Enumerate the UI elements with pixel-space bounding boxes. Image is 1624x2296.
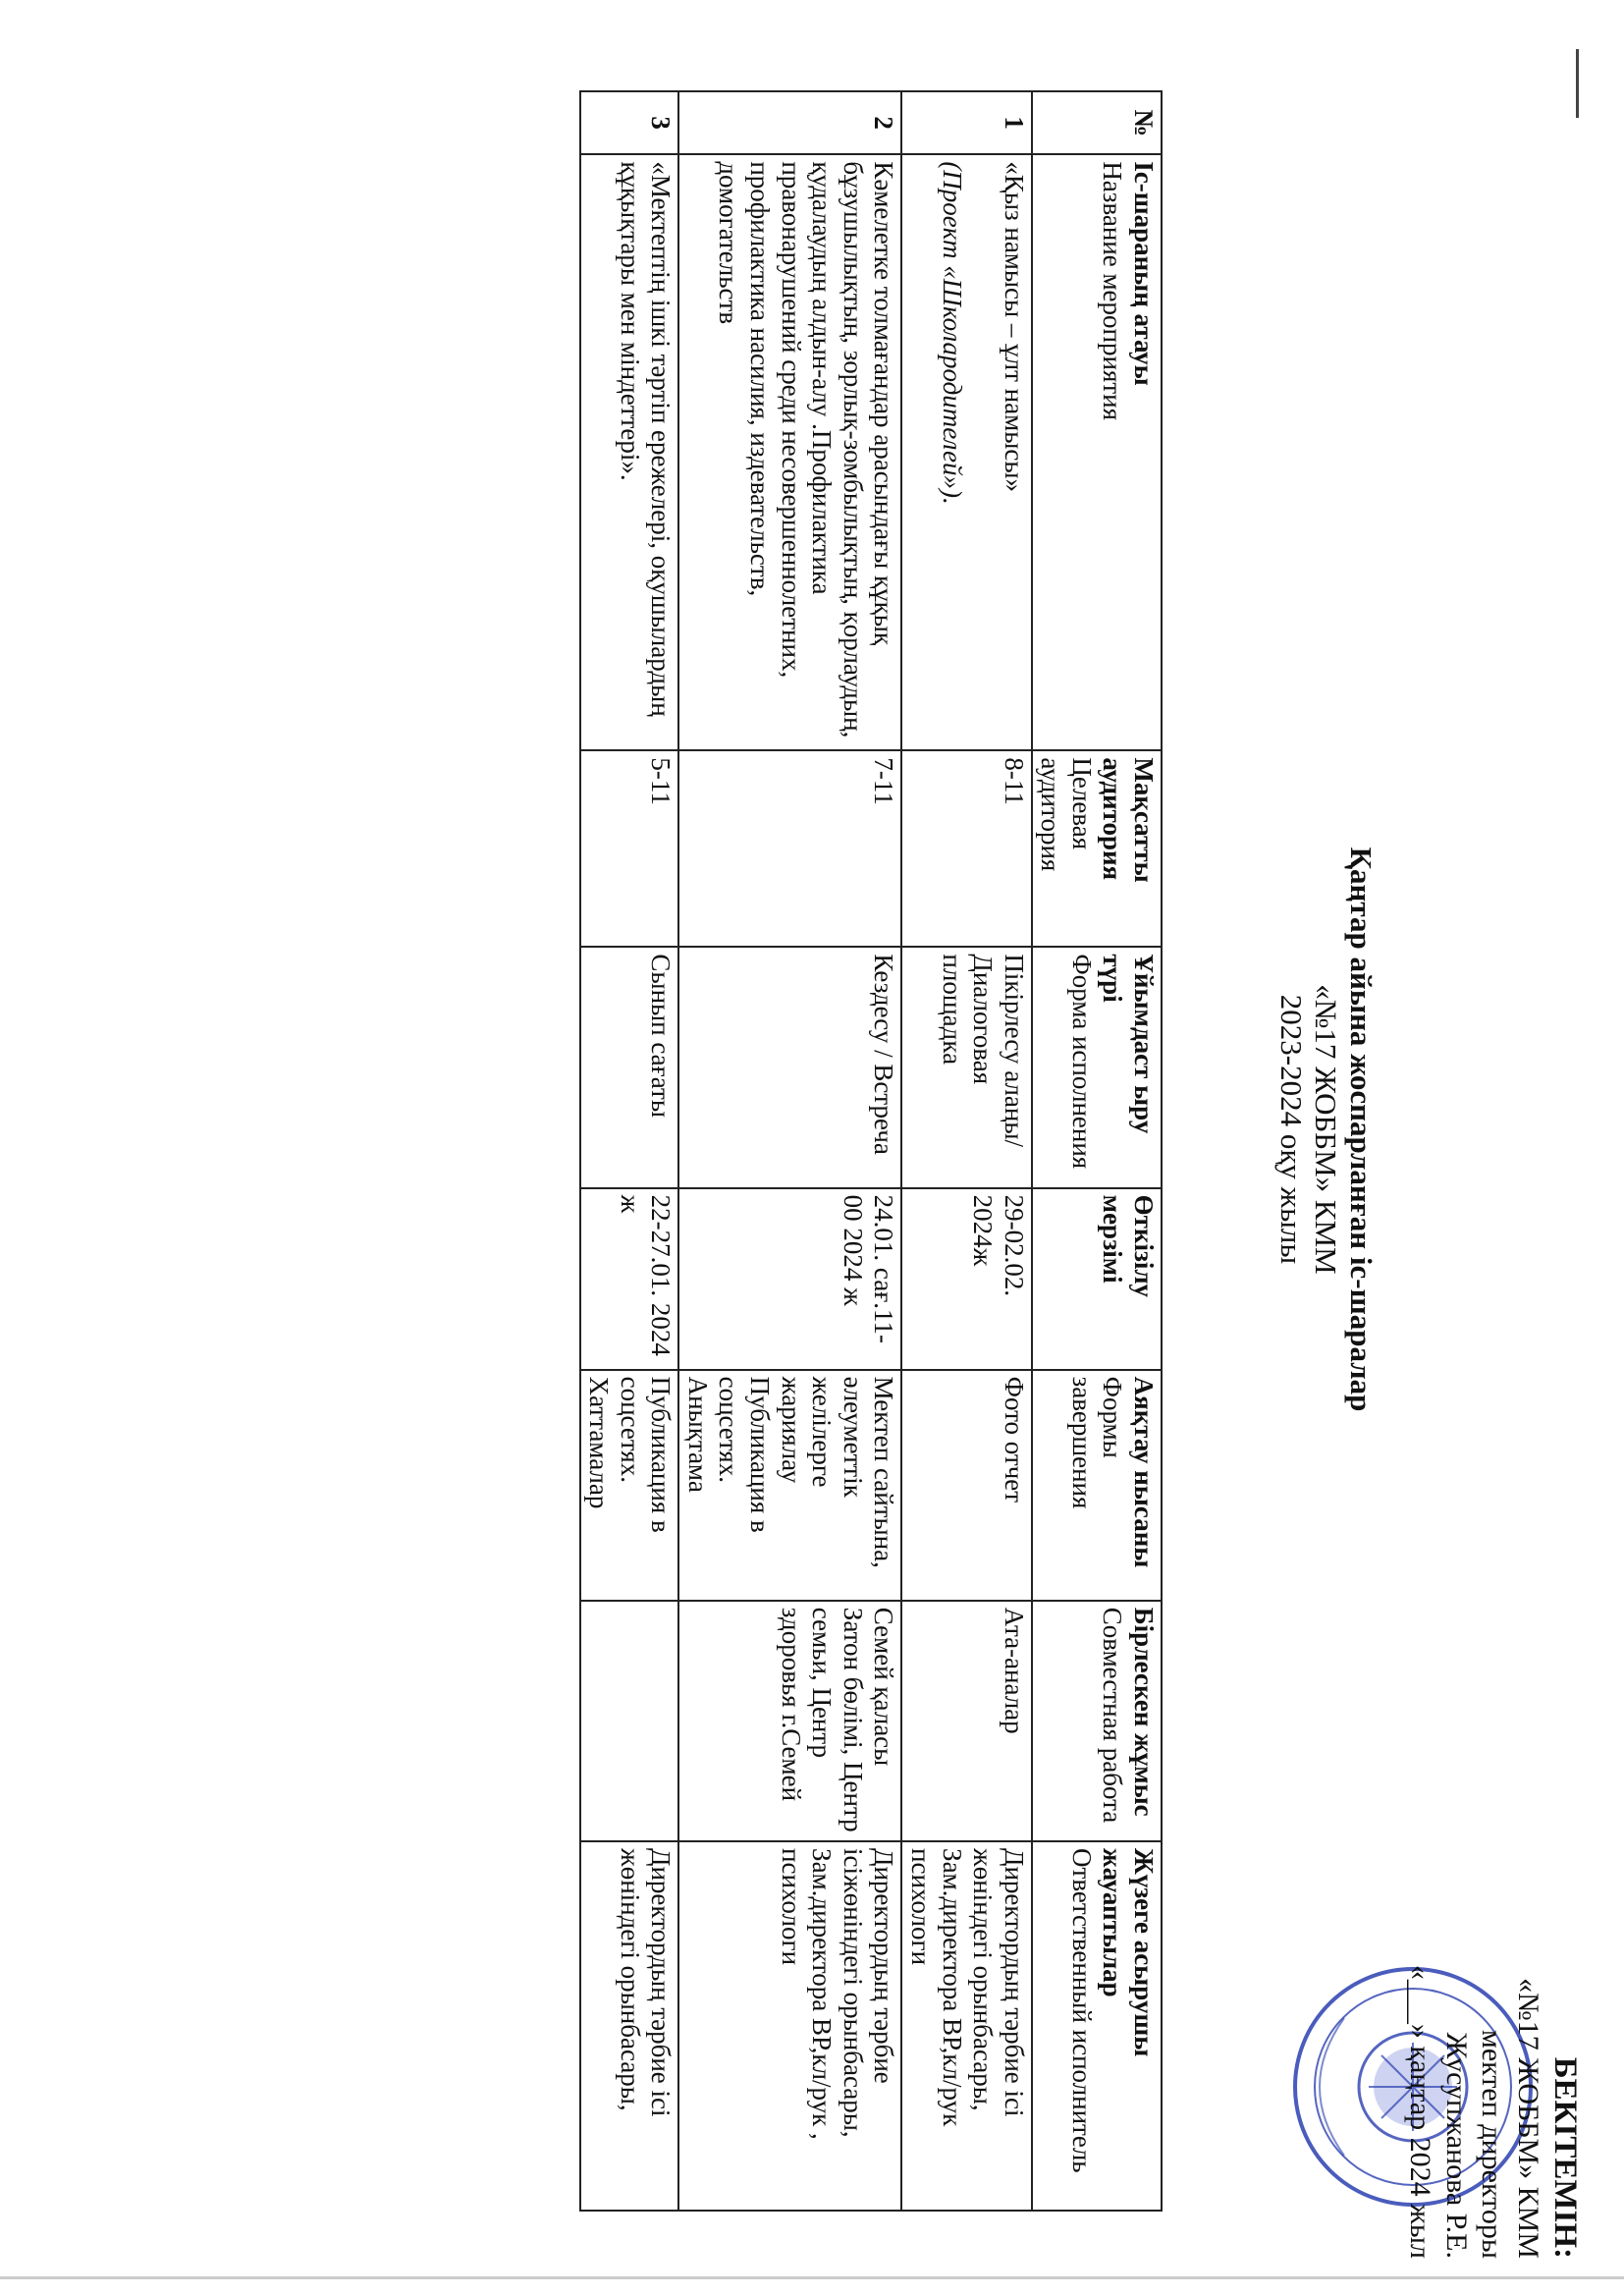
col-header-joint: Бірлескен жұмыс Совместная работа xyxy=(1032,1601,1162,1841)
scan-bottom-edge xyxy=(0,2276,1624,2279)
row-responsible: Директордың тәрбие ісі жөніндегі орынбасары, Зам.директора ВР,кл/рук психологи xyxy=(901,1841,1031,2211)
row-completion: Фото отчет xyxy=(901,1370,1031,1601)
row-responsible: Директордың тәрбие ісі жөніндегі орынбасары, xyxy=(580,1841,679,2211)
row-event-name: Кәмелетке толмағандар арасындағы құқық бұзушылықтың, зорлық-зомбылықтың, қорлаудың, қудалаудың алдын-алу .Профилактика правонарушений среди несовершеннолетних, профилактика насилия, издевательств, домогательств xyxy=(678,154,901,750)
row-audience: 8-11 xyxy=(901,750,1031,947)
row-audience: 5-11 xyxy=(580,750,679,947)
col-header-audience: Мақсатты аудитория Целевая аудитория xyxy=(1032,750,1162,947)
approval-block xyxy=(1401,1964,1585,2259)
col-header-date: Өткізілу мерзімі xyxy=(1032,1188,1162,1370)
approval-heading: БЕКІТЕМІН: xyxy=(1547,2056,1583,2259)
row-number: 1 xyxy=(901,91,1031,154)
approval-line-name: Жусупжанова Р.Е. xyxy=(1439,2032,1473,2259)
row-event-name: «Мектептің ішкі тәртіп ережелері, оқушылардың құқықтары мен міндеттері». xyxy=(580,154,679,750)
events-plan-table xyxy=(579,90,1163,2212)
row-completion: Публикация в соцсетях. Хаттамалар xyxy=(580,1370,679,1601)
col-header-name: Іс-шараның атауы Название мероприятия xyxy=(1032,154,1162,750)
document-year: 2023-2024 оқу жылы xyxy=(1273,994,1309,1265)
row-responsible: Директордың тәрбие ісіжөніндегі орынбасары, Зам.директора ВР,кл/рук , психологи xyxy=(678,1841,901,2211)
row-event-name: «Қыз намысы – ұлт намысы» (Проект «Школародителей»). xyxy=(901,154,1031,750)
row-date: 22-27.01. 2024 ж xyxy=(580,1188,679,1370)
row-audience: 7-11 xyxy=(678,750,901,947)
table-row xyxy=(901,91,1031,2211)
col-header-completion: Аяқтау нысаны Формы завершения xyxy=(1032,1370,1162,1601)
row-number: 3 xyxy=(580,91,679,154)
row-date: 24.01. сағ.11-00 2024 ж xyxy=(678,1188,901,1370)
document-school: «№17 ЖОББМ» КММ xyxy=(1309,984,1344,1275)
row-form: Сынып сағаты xyxy=(580,947,679,1187)
col-header-number: № xyxy=(1032,91,1162,154)
table-row xyxy=(580,91,679,2211)
row-joint xyxy=(580,1601,679,1841)
approval-line-position: мектеп директоры xyxy=(1476,2029,1509,2259)
row-form: Пікірлесу алаңы/ Диалоговая площадка xyxy=(901,947,1031,1187)
table-row xyxy=(678,91,901,2211)
row-number: 2 xyxy=(678,91,901,154)
col-header-responsible: Жүзеге асырушы жауаптылар Ответственный исполнитель xyxy=(1032,1841,1162,2211)
table-header-row xyxy=(1032,91,1162,2211)
document-title: Қаңтар айына жоспарланған іс-шаралар xyxy=(1344,847,1379,1412)
col-header-form: Ұйымдаст ыру түрі Форма исполнения xyxy=(1032,947,1162,1187)
row-joint: Семей қаласы Затон бөлімі, Центр семьи, Центр здоровья г.Семей xyxy=(678,1601,901,1841)
row-completion: Мектеп сайтына, әлеуметтік желілерге жариялау Публикация в соцсетях. Анықтама xyxy=(678,1370,901,1601)
document-header xyxy=(1273,295,1379,1964)
row-form: Кездесу / Встреча xyxy=(678,947,901,1187)
row-date: 29-02.02. 2024ж xyxy=(901,1188,1031,1370)
row-joint: Ата-аналар xyxy=(901,1601,1031,1841)
approval-line-school: «№17 ЖОББМ» КММ xyxy=(1511,1978,1544,2259)
approval-line-date: «___» қаңтар 2024 жыл xyxy=(1403,1964,1436,2259)
